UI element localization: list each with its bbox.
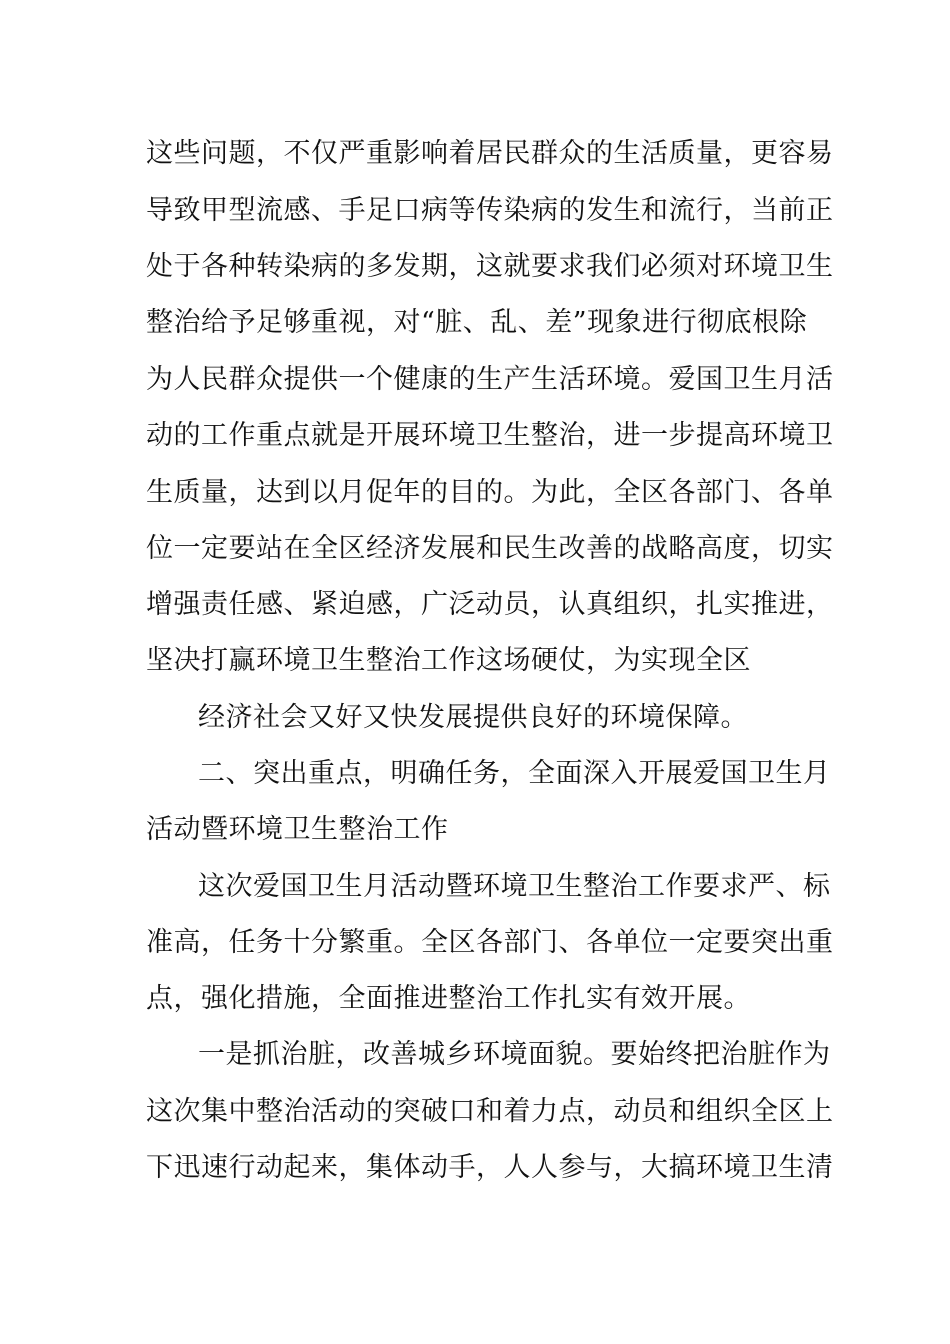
- paragraph-first-line: 一是抓治脏，改善城乡环境面貌。要始终把治脏作为: [198, 1039, 831, 1070]
- text-line: 坚决打赢环境卫生整治工作这场硬仗，为实现全区: [146, 645, 751, 676]
- text-line: 为人民群众提供一个健康的生产生活环境。爱国卫生月活: [146, 364, 834, 395]
- text-line: 增强责任感、紧迫感，广泛动员，认真组织，扎实推进，: [146, 589, 834, 620]
- section-heading-continuation: 活动暨环境卫生整治工作: [146, 814, 449, 845]
- paragraph-first-line: 这次爱国卫生月活动暨环境卫生整治工作要求严、标: [198, 871, 831, 902]
- text-line: 处于各种转染病的多发期，这就要求我们必须对环境卫生: [146, 251, 834, 282]
- text-line: 下迅速行动起来，集体动手，人人参与，大搞环境卫生清: [146, 1152, 834, 1183]
- text-line: 点，强化措施，全面推进整治工作扎实有效开展。: [146, 983, 751, 1014]
- paragraph-first-line: 经济社会又好又快发展提供良好的环境保障。: [198, 702, 748, 733]
- section-heading: 二、突出重点，明确任务，全面深入开展爱国卫生月: [198, 758, 831, 789]
- text-line: 准高，任务十分繁重。全区各部门、各单位一定要突出重: [146, 927, 834, 958]
- text-line: 这次集中整治活动的突破口和着力点，动员和组织全区上: [146, 1096, 834, 1127]
- text-line: 这些问题，不仅严重影响着居民群众的生活质量，更容易: [146, 138, 834, 169]
- text-line: 位一定要站在全区经济发展和民生改善的战略高度，切实: [146, 533, 834, 564]
- text-line: 动的工作重点就是开展环境卫生整治，进一步提高环境卫: [146, 420, 834, 451]
- text-line: 整治给予足够重视，对“脏、乱、差”现象进行彻底根除: [146, 307, 808, 338]
- text-line: 导致甲型流感、手足口病等传染病的发生和流行，当前正: [146, 195, 834, 226]
- text-line: 生质量，达到以月促年的目的。为此，全区各部门、各单: [146, 477, 834, 508]
